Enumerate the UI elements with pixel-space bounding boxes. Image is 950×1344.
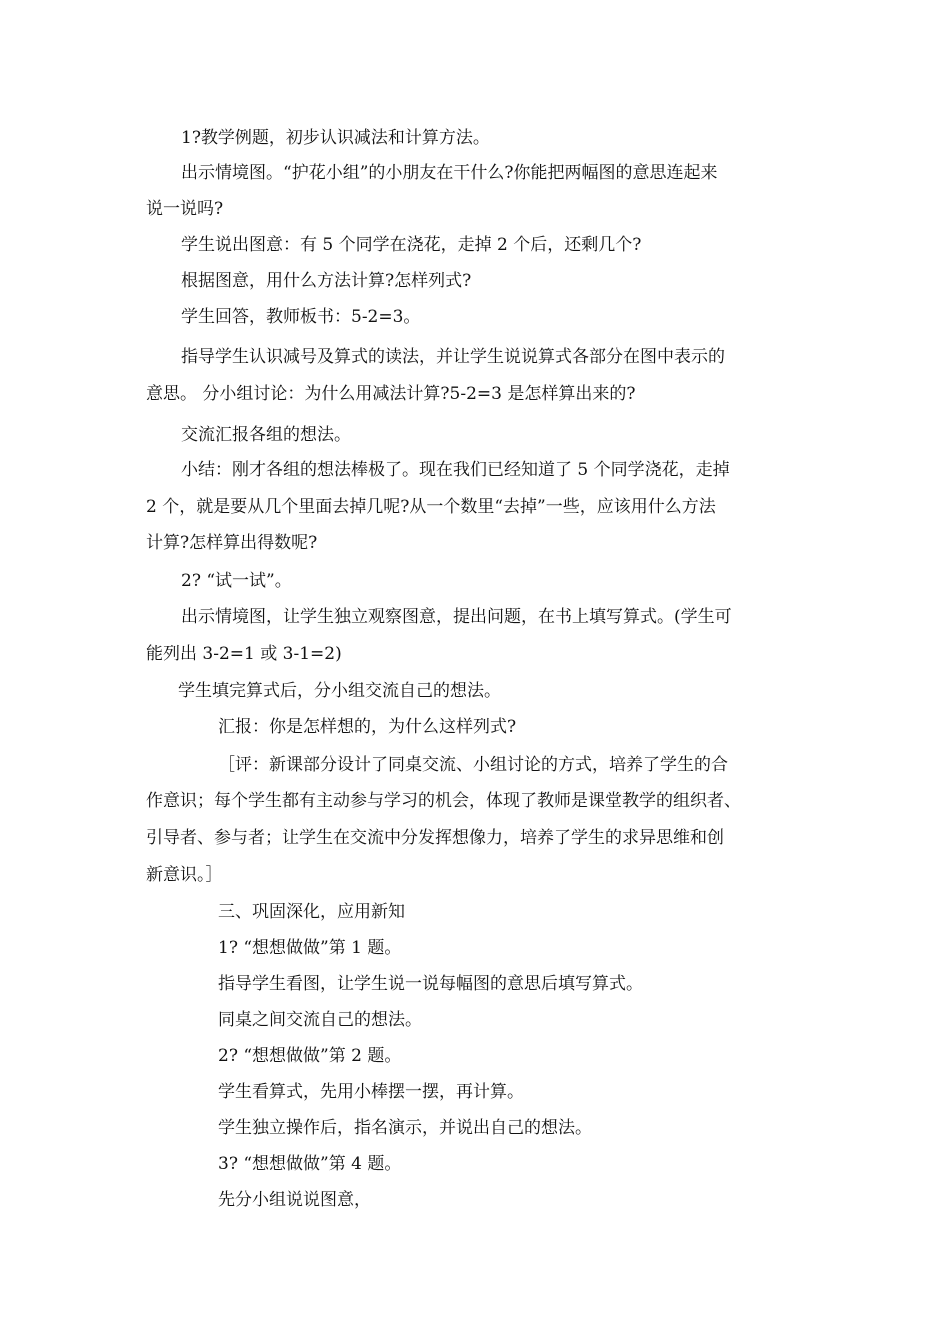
text-line: 学生回答，教师板书：5-2=3。: [181, 307, 421, 327]
text-line: 同桌之间交流自己的想法。: [218, 1010, 422, 1030]
text-line: 计算?怎样算出得数呢?: [146, 533, 318, 553]
text-line: ［评：新课部分设计了同桌交流、小组讨论的方式，培养了学生的合: [218, 755, 728, 775]
text-line: 学生说出图意：有 5 个同学在浇花，走掉 2 个后，还剩几个?: [181, 235, 642, 255]
text-line: 作意识；每个学生都有主动参与学习的机会，体现了教师是课堂教学的组织者、: [146, 791, 741, 811]
text-line: 学生看算式，先用小棒摆一摆，再计算。: [218, 1082, 524, 1102]
text-line: 3? “想想做做”第 4 题。: [218, 1154, 402, 1174]
text-line: 出示情境图。“护花小组”的小朋友在干什么?你能把两幅图的意思连起来: [181, 163, 718, 183]
text-line: 1?教学例题，初步认识减法和计算方法。: [181, 128, 490, 148]
text-line: 学生填完算式后，分小组交流自己的想法。: [178, 681, 501, 701]
text-line: 新意识。］: [146, 865, 223, 885]
text-line: 能列出 3-2=1 或 3-1=2): [146, 644, 342, 664]
text-line: 引导者、参与者；让学生在交流中分发挥想像力，培养了学生的求异思维和创: [146, 828, 724, 848]
text-line: 2? “试一试”。: [181, 571, 292, 591]
text-line: 根据图意，用什么方法计算?怎样列式?: [181, 271, 472, 291]
text-line: 学生独立操作后，指名演示，并说出自己的想法。: [218, 1118, 592, 1138]
text-line: 意思。 分小组讨论：为什么用减法计算?5-2=3 是怎样算出来的?: [146, 384, 636, 404]
text-line: 2? “想想做做”第 2 题。: [218, 1046, 402, 1066]
text-line: 指导学生看图，让学生说一说每幅图的意思后填写算式。: [218, 974, 643, 994]
text-line: 汇报：你是怎样想的，为什么这样列式?: [218, 717, 517, 737]
text-line: 指导学生认识减号及算式的读法，并让学生说说算式各部分在图中表示的: [181, 347, 725, 367]
text-line: 三、巩固深化，应用新知: [218, 902, 405, 922]
text-line: 2 个，就是要从几个里面去掉几呢?从一个数里“去掉”一些，应该用什么方法: [146, 497, 716, 517]
text-line: 先分小组说说图意，: [218, 1190, 371, 1210]
text-line: 小结：刚才各组的想法棒极了。现在我们已经知道了 5 个同学浇花，走掉: [181, 460, 730, 480]
text-line: 说一说吗?: [146, 199, 224, 219]
text-line: 1? “想想做做”第 1 题。: [218, 938, 402, 958]
text-line: 出示情境图，让学生独立观察图意，提出问题，在书上填写算式。(学生可: [181, 607, 732, 627]
text-line: 交流汇报各组的想法。: [181, 425, 351, 445]
